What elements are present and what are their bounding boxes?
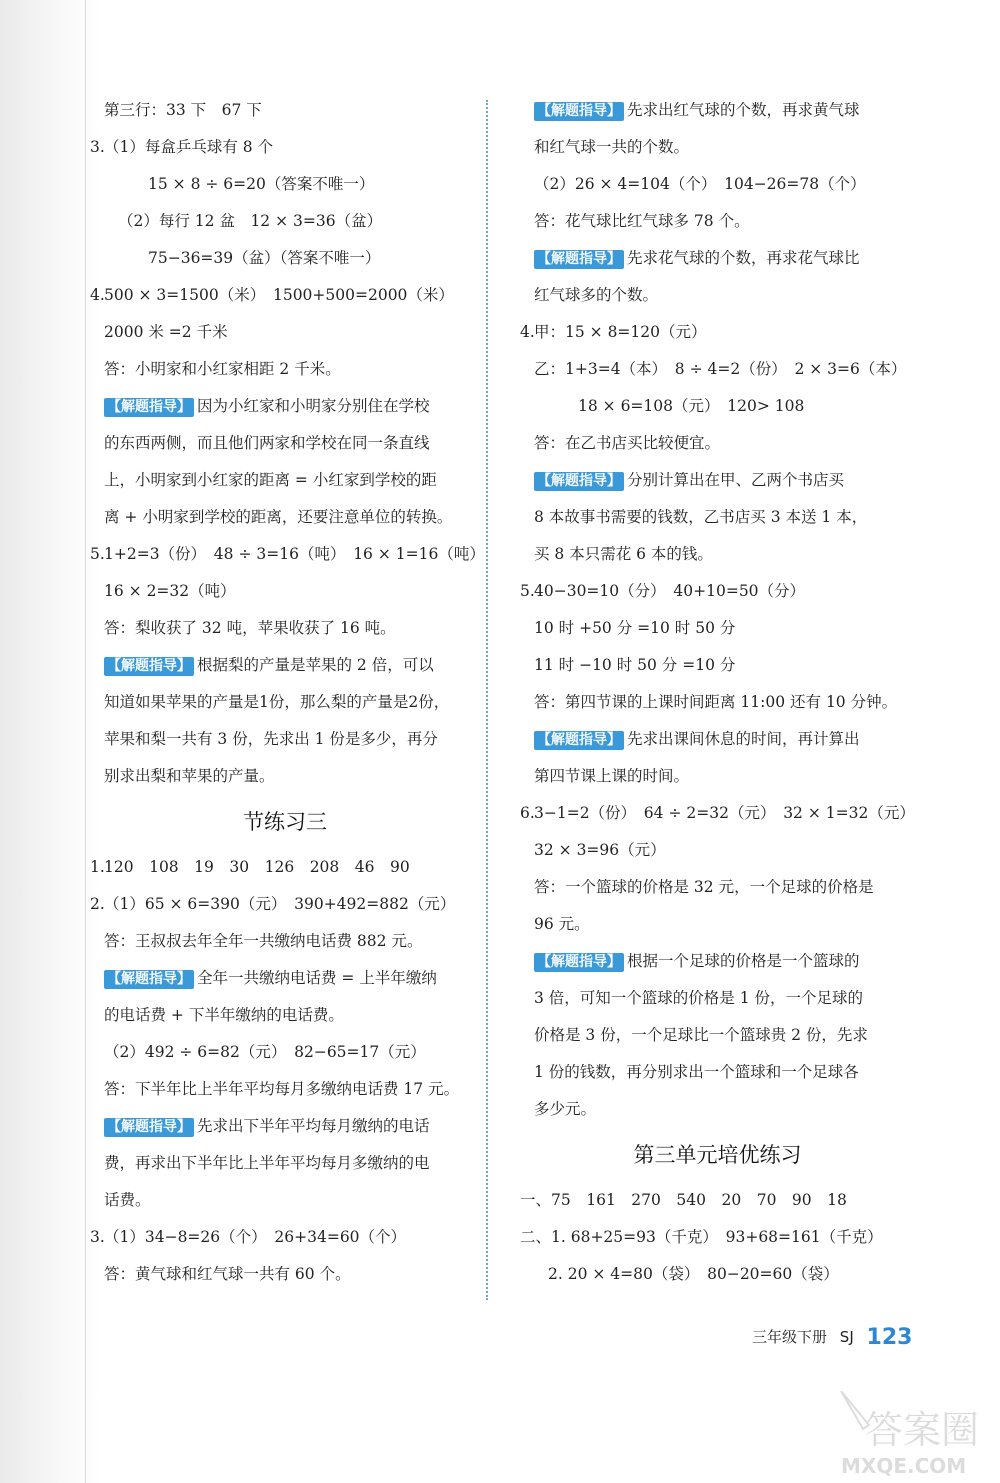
question-number: 1. — [90, 858, 105, 876]
answer-line — [90, 536, 485, 573]
line-text: 话费。 — [104, 1191, 151, 1209]
answer-line — [520, 499, 915, 536]
watermark-logo — [835, 1385, 995, 1480]
answer-line — [520, 1182, 915, 1219]
solution-tip-line — [520, 943, 915, 980]
binding-edge-line — [85, 0, 86, 1483]
answer-line — [90, 721, 480, 758]
line-text: 根据梨的产量是苹果的 2 倍，可以 — [197, 656, 434, 674]
answer-line — [90, 499, 480, 536]
solution-tip-badge: 【解题指导】 — [104, 657, 194, 676]
line-text: 先求出红气球的个数，再求黄气球 — [627, 101, 860, 119]
answer-line — [520, 203, 915, 240]
line-text: 1+2=3（份） 48 ÷ 3=16（吨） 16 × 1=16（吨） — [104, 545, 485, 563]
line-text: 价格是 3 份，一个足球比一个篮球贵 2 份，先求 — [534, 1026, 868, 1044]
line-text: 32 × 3=96（元） — [534, 841, 666, 859]
line-text: （2）492 ÷ 6=82（元） 82−65=17（元） — [104, 1043, 426, 1061]
answer-line — [520, 906, 915, 943]
line-text: （1）每盒乒乓球有 8 个 — [104, 138, 274, 156]
solution-tip-badge: 【解题指导】 — [534, 472, 624, 491]
answer-line — [520, 980, 915, 1017]
answer-line — [90, 1071, 480, 1108]
answer-line — [90, 314, 480, 351]
section-title: 第三单元培优练习 — [633, 1143, 802, 1167]
line-text: 答：第四节课的上课时间距离 11:00 还有 10 分钟。 — [534, 693, 898, 711]
line-text: （2）26 × 4=104（个） 104−26=78（个） — [534, 175, 866, 193]
line-text: 答：梨收获了 32 吨，苹果收获了 16 吨。 — [104, 619, 396, 637]
line-text: 答：一个篮球的价格是 32 元，一个足球的价格是 — [534, 878, 874, 896]
answer-line — [520, 647, 915, 684]
line-text: 的东西两侧，而且他们两家和学校在同一条直线 — [104, 434, 430, 452]
line-text: 上，小明家到小红家的距离 = 小红家到学校的距 — [104, 471, 437, 489]
question-number: 5. — [520, 582, 535, 600]
line-text: 500 × 3=1500（米） 1500+500=2000（米） — [104, 286, 454, 304]
solution-tip-line — [90, 388, 480, 425]
solution-tip-badge: 【解题指导】 — [534, 250, 624, 269]
answer-line — [520, 166, 915, 203]
answer-line — [520, 758, 915, 795]
question-number: 5. — [90, 545, 105, 563]
line-text: 乙：1+3=4（本） 8 ÷ 4=2（份） 2 × 3=6（本） — [534, 360, 907, 378]
line-text: 答：小明家和小红家相距 2 千米。 — [104, 360, 341, 378]
line-text: 16 × 2=32（吨） — [104, 582, 236, 600]
question-number: 4. — [520, 323, 535, 341]
answer-line — [520, 684, 915, 721]
answer-line — [520, 1054, 915, 1091]
answer-line — [520, 277, 915, 314]
answer-line — [90, 240, 480, 277]
solution-tip-line — [90, 960, 480, 997]
solution-tip-line — [520, 92, 915, 129]
line-text: 答：在乙书店买比较便宜。 — [534, 434, 721, 452]
right-column — [520, 92, 915, 1293]
answer-line — [90, 758, 480, 795]
solution-tip-badge: 【解题指导】 — [104, 1118, 194, 1137]
answer-line — [520, 314, 915, 351]
line-text: 甲：15 × 8=120（元） — [534, 323, 707, 341]
grade-label: 三年级下册 — [752, 1328, 828, 1346]
line-text: 先求出课间休息的时间，再计算出 — [627, 730, 860, 748]
line-text: 答：王叔叔去年全年一共缴纳电话费 882 元。 — [104, 932, 423, 950]
answer-line — [90, 1219, 480, 1256]
answer-line — [90, 92, 480, 129]
answer-line — [520, 610, 915, 647]
answer-line — [90, 1256, 480, 1293]
line-text: 答：黄气球和红气球一共有 60 个。 — [104, 1265, 351, 1283]
page-footer — [752, 1322, 912, 1352]
answer-line — [520, 425, 915, 462]
answer-line — [520, 388, 915, 425]
answer-line — [90, 425, 480, 462]
line-text: 1 份的钱数，再分别求出一个篮球和一个足球各 — [534, 1063, 859, 1081]
line-text: 2. 20 × 4=80（袋） 80−20=60（袋） — [548, 1265, 839, 1283]
answer-line — [90, 1182, 480, 1219]
line-text: 3 倍，可知一个篮球的价格是 1 份，一个足球的 — [534, 989, 864, 1007]
line-text: （1）34−8=26（个） 26+34=60（个） — [104, 1228, 407, 1246]
answer-line — [520, 129, 915, 166]
solution-tip-badge: 【解题指导】 — [104, 970, 194, 989]
solution-tip-badge: 【解题指导】 — [534, 102, 624, 121]
watermark-logo-text: 答案圈 — [865, 1408, 980, 1452]
answer-line — [520, 795, 915, 832]
line-text: 第三行：33 下 67 下 — [104, 101, 262, 119]
watermark-site: MXQE.COM — [841, 1454, 967, 1478]
line-text: 红气球多的个数。 — [534, 286, 659, 304]
answer-line — [90, 351, 480, 388]
line-text: 第四节课上课的时间。 — [534, 767, 690, 785]
solution-tip-line — [90, 647, 480, 684]
solution-tip-badge: 【解题指导】 — [534, 731, 624, 750]
page-number: 123 — [866, 1325, 913, 1350]
answer-line — [90, 203, 480, 240]
answer-line — [90, 849, 480, 886]
line-text: 一、75 161 270 540 20 70 90 18 — [520, 1191, 847, 1209]
answer-line — [520, 832, 915, 869]
line-text: 96 元。 — [534, 915, 590, 933]
section-title: 节练习三 — [243, 810, 327, 834]
line-text: 3−1=2（份） 64 ÷ 2=32（元） 32 × 1=32（元） — [534, 804, 915, 822]
answer-line — [520, 351, 915, 388]
answer-line — [90, 277, 480, 314]
answer-line — [520, 869, 915, 906]
answer-line — [520, 1017, 915, 1054]
line-text: 的电话费 + 下半年缴纳的电话费。 — [104, 1006, 344, 1024]
answer-line — [90, 684, 480, 721]
answer-line — [90, 1145, 480, 1182]
line-text: 10 时 +50 分 =10 时 50 分 — [534, 619, 736, 637]
edition-label: SJ — [839, 1328, 854, 1346]
answer-line — [520, 1256, 915, 1293]
answer-line — [90, 886, 480, 923]
question-number: 2. — [90, 895, 105, 913]
line-text: 别求出梨和苹果的产量。 — [104, 767, 275, 785]
answer-line — [90, 573, 480, 610]
line-text: 因为小红家和小明家分别住在学校 — [197, 397, 430, 415]
line-text: 知道如果苹果的产量是1份，那么梨的产量是2份， — [104, 693, 450, 711]
line-text: 15 × 8 ÷ 6=20（答案不唯一） — [148, 175, 375, 193]
solution-tip-line — [520, 721, 915, 758]
line-text: 先求花气球的个数，再求花气球比 — [627, 249, 860, 267]
answer-line — [90, 923, 480, 960]
answer-line — [90, 129, 480, 166]
line-text: 全年一共缴纳电话费 = 上半年缴纳 — [197, 969, 437, 987]
left-column — [90, 92, 485, 1293]
solution-tip-line — [520, 240, 915, 277]
answer-line — [520, 1219, 915, 1256]
question-number: 4. — [90, 286, 105, 304]
line-text: 120 108 19 30 126 208 46 90 — [104, 858, 410, 876]
answer-line — [520, 1091, 915, 1128]
question-number: 3. — [90, 1228, 105, 1246]
answer-line — [90, 462, 480, 499]
answer-line — [520, 573, 915, 610]
line-text: 8 本故事书需要的钱数，乙书店买 3 本送 1 本， — [534, 508, 868, 526]
line-text: 18 × 6=108（元） 120> 108 — [578, 397, 805, 415]
line-text: 和红气球一共的个数。 — [534, 138, 690, 156]
line-text: 根据一个足球的价格是一个篮球的 — [627, 952, 860, 970]
line-text: （2）每行 12 盆 12 × 3=36（盆） — [118, 212, 383, 230]
line-text: 分别计算出在甲、乙两个书店买 — [627, 471, 845, 489]
answer-line — [90, 997, 480, 1034]
solution-tip-badge: 【解题指导】 — [534, 953, 624, 972]
line-text: 苹果和梨一共有 3 份，先求出 1 份是多少，再分 — [104, 730, 438, 748]
solution-tip-badge: 【解题指导】 — [104, 398, 194, 417]
answer-line — [90, 1034, 480, 1071]
line-text: 11 时 −10 时 50 分 =10 分 — [534, 656, 736, 674]
line-text: 二、1. 68+25=93（千克） 93+68=161（千克） — [520, 1228, 883, 1246]
line-text: 40−30=10（分） 40+10=50（分） — [534, 582, 806, 600]
line-text: （1）65 × 6=390（元） 390+492=882（元） — [104, 895, 456, 913]
line-text: 离 + 小明家到学校的距离，还要注意单位的转换。 — [104, 508, 453, 526]
solution-tip-line — [520, 462, 915, 499]
line-text: 答：花气球比红气球多 78 个。 — [534, 212, 750, 230]
line-text: 买 8 本只需花 6 本的钱。 — [534, 545, 713, 563]
column-divider — [486, 100, 488, 1300]
line-text: 75−36=39（盆）（答案不唯一） — [148, 249, 381, 267]
line-text: 答：下半年比上半年平均每月多缴纳电话费 17 元。 — [104, 1080, 460, 1098]
line-text: 费，再求出下半年比上半年平均每月多缴纳的电 — [104, 1154, 430, 1172]
question-number: 3. — [90, 138, 105, 156]
question-number: 6. — [520, 804, 535, 822]
line-text: 先求出下半年平均每月缴纳的电话 — [197, 1117, 430, 1135]
answer-line — [90, 166, 480, 203]
solution-tip-line — [90, 1108, 480, 1145]
line-text: 2000 米 =2 千米 — [104, 323, 228, 341]
line-text: 多少元。 — [534, 1100, 597, 1118]
answer-line — [520, 536, 915, 573]
answer-line — [90, 610, 480, 647]
